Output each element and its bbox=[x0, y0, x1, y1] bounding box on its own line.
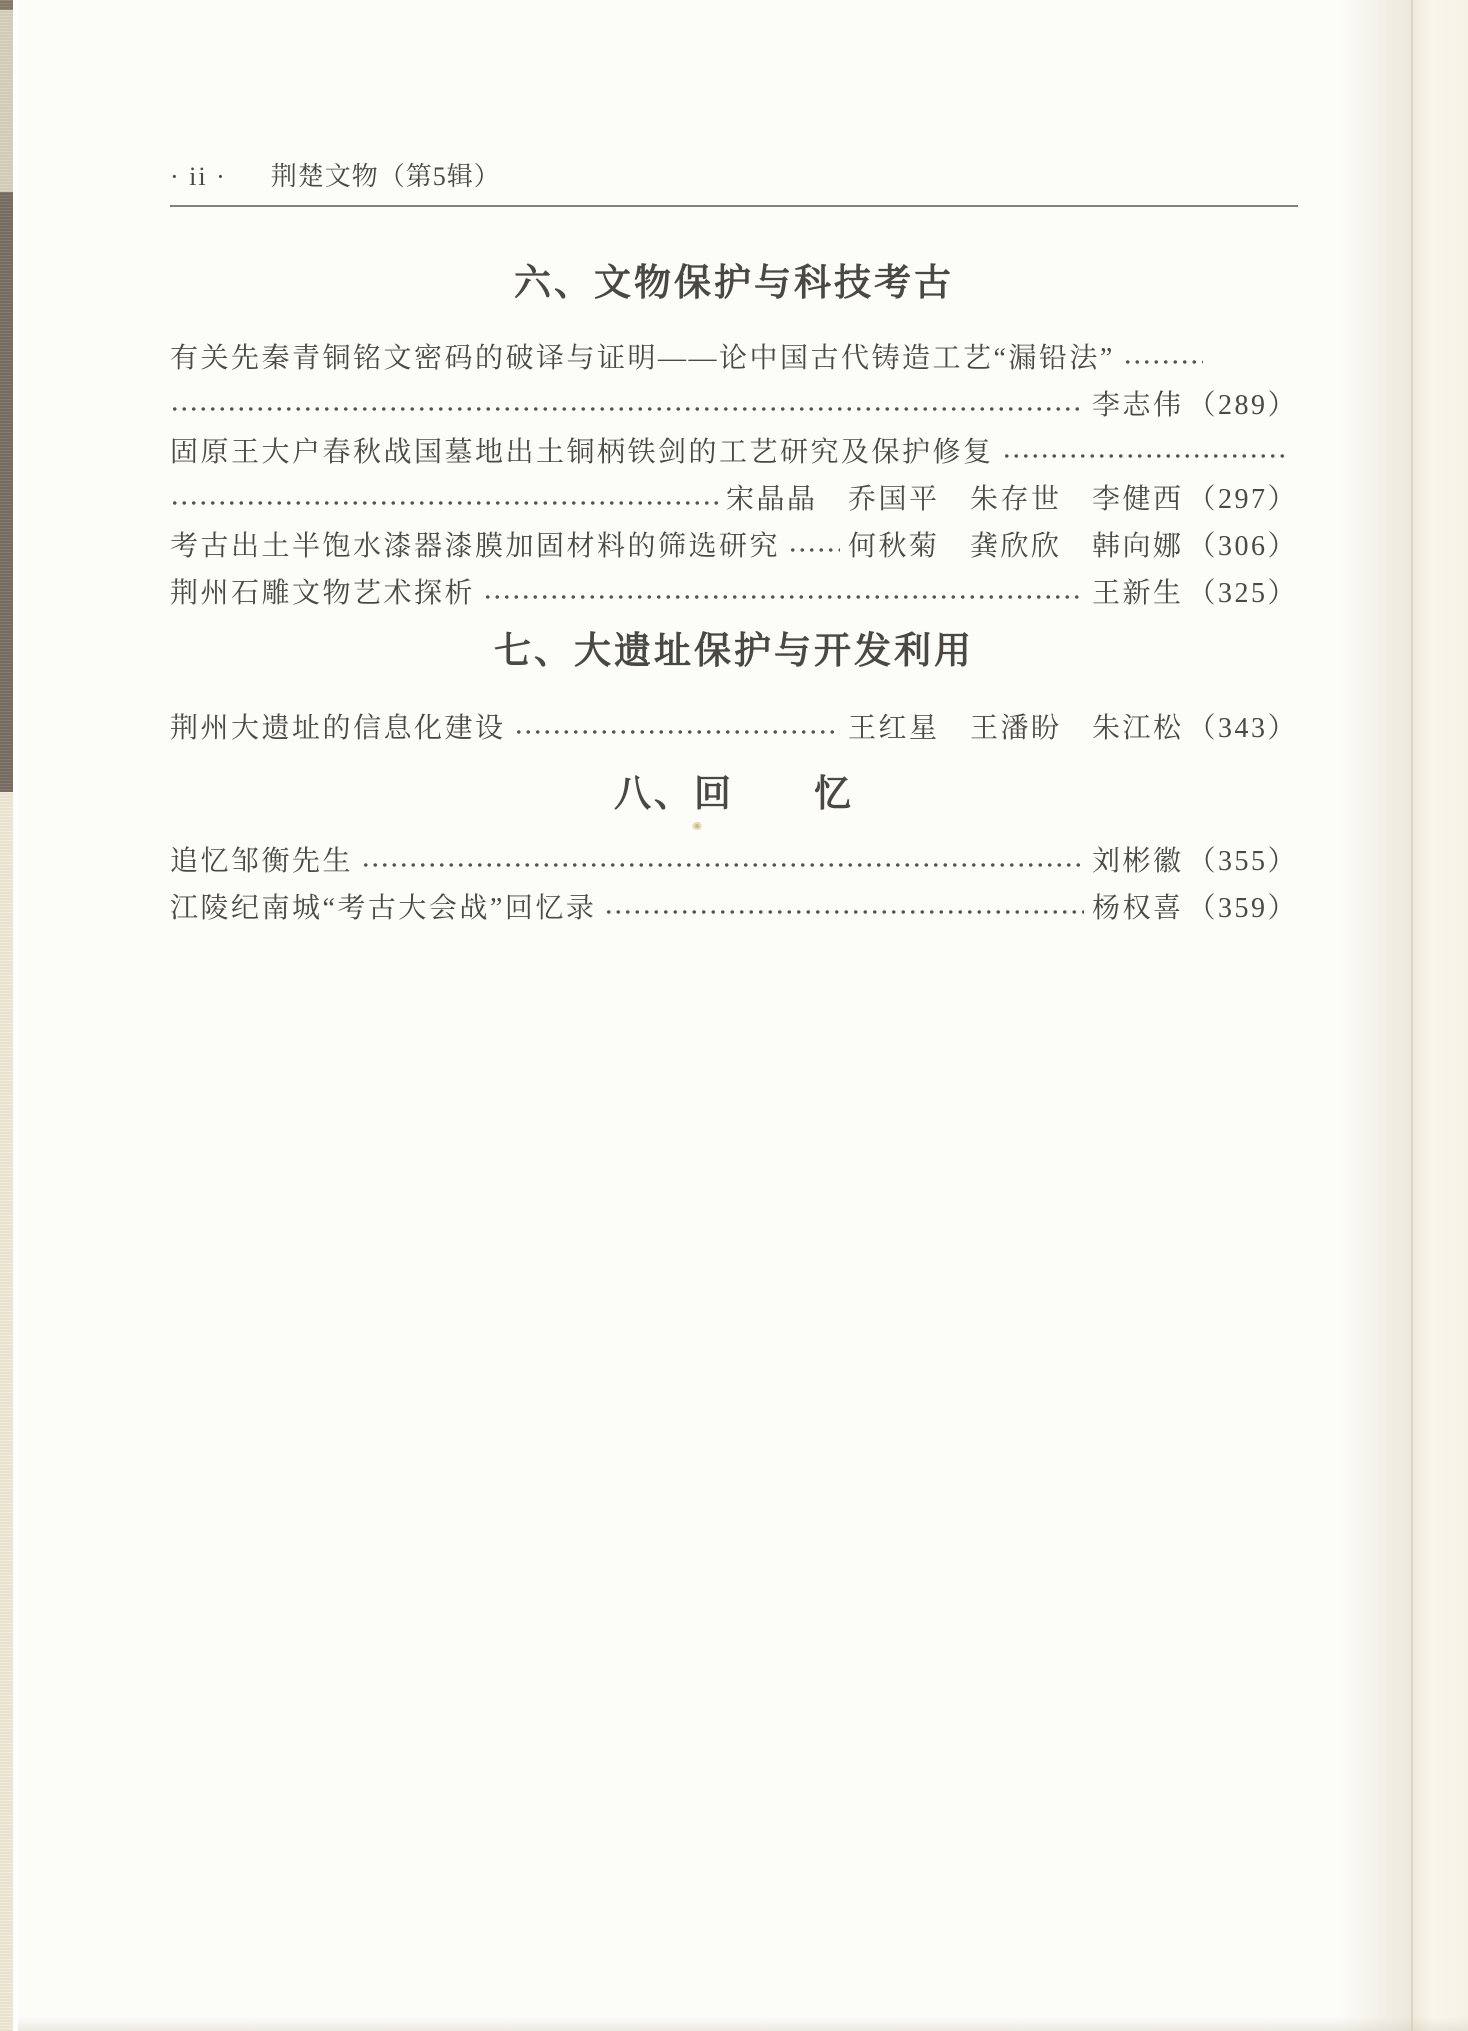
section-title: 六、文物保护与科技考古 bbox=[514, 262, 954, 303]
entry-authors: 刘彬徽 bbox=[1091, 845, 1184, 877]
page-content bbox=[170, 0, 1298, 932]
dot-leader bbox=[170, 405, 1084, 413]
running-head bbox=[170, 162, 1298, 192]
entry-page-number: （355） bbox=[1187, 845, 1298, 877]
book-title: 荆楚文物（第5辑） bbox=[270, 162, 501, 191]
toc-entry-line bbox=[170, 382, 1298, 429]
table-of-contents bbox=[170, 263, 1298, 932]
toc-entry-line bbox=[170, 476, 1298, 523]
spine-segment-brown bbox=[0, 192, 13, 792]
spine-segment-dark bbox=[0, 0, 13, 10]
section-title: 七、大遗址保护与开发利用 bbox=[494, 630, 974, 671]
folio-page-number: · ii · bbox=[170, 162, 227, 191]
entry-authors: 杨权喜 bbox=[1091, 892, 1184, 924]
entry-title: 有关先秦青铜铭文密码的破译与证明——论中国古代铸造工艺“漏铅法” bbox=[170, 342, 1115, 374]
dot-leader bbox=[514, 728, 840, 736]
toc-entry-line bbox=[170, 570, 1298, 617]
spine-segment-tan bbox=[0, 10, 13, 192]
section-title: 八、回 忆 bbox=[614, 773, 854, 814]
toc-entry-line bbox=[170, 523, 1298, 570]
dot-leader bbox=[1002, 452, 1290, 460]
entry-title: 追忆邹衡先生 bbox=[170, 845, 354, 877]
entry-authors: 王红星 王潘盼 朱江松 bbox=[847, 712, 1184, 744]
dot-leader bbox=[1123, 358, 1203, 366]
entry-authors: 何秋菊 龚欣欣 韩向娜 bbox=[847, 530, 1184, 562]
toc-entry-line bbox=[170, 885, 1298, 932]
spine-segment-cream bbox=[0, 792, 13, 2031]
toc-entry-line bbox=[170, 705, 1298, 752]
dot-leader bbox=[170, 499, 718, 507]
scan-artifact-speck bbox=[692, 822, 703, 830]
entry-authors: 王新生 bbox=[1091, 577, 1184, 609]
entry-page-number: （325） bbox=[1187, 577, 1298, 609]
header-rule bbox=[170, 205, 1298, 207]
toc-entry-line bbox=[170, 429, 1298, 476]
dot-leader bbox=[788, 546, 840, 554]
entry-authors: 宋晶晶 乔国平 朱存世 李健西 bbox=[725, 483, 1184, 515]
book-spine-strip bbox=[0, 0, 13, 2031]
toc-entry-line bbox=[170, 838, 1298, 885]
toc-entry-line bbox=[170, 335, 1298, 382]
entry-authors: 李志伟 bbox=[1091, 389, 1184, 421]
entry-page-number: （343） bbox=[1187, 712, 1298, 744]
entry-page-number: （297） bbox=[1187, 483, 1298, 515]
entry-title: 考古出土半饱水漆器漆膜加固材料的筛选研究 bbox=[170, 530, 781, 562]
entry-title: 荆州石雕文物艺术探析 bbox=[170, 577, 476, 609]
entry-page-number: （306） bbox=[1187, 530, 1298, 562]
entry-title: 荆州大遗址的信息化建设 bbox=[170, 712, 506, 744]
entry-page-number: （289） bbox=[1187, 389, 1298, 421]
dot-leader bbox=[604, 908, 1084, 916]
entry-page-number: （359） bbox=[1187, 892, 1298, 924]
dot-leader bbox=[483, 593, 1084, 601]
dot-leader bbox=[361, 861, 1084, 869]
entry-title: 江陵纪南城“考古大会战”回忆录 bbox=[170, 892, 597, 924]
page-surface bbox=[18, 0, 1468, 2031]
page-edge-band bbox=[1411, 0, 1468, 2031]
entry-title: 固原王大户春秋战国墓地出土铜柄铁剑的工艺研究及保护修复 bbox=[170, 436, 994, 468]
page-curve-shadow bbox=[1338, 0, 1413, 2031]
